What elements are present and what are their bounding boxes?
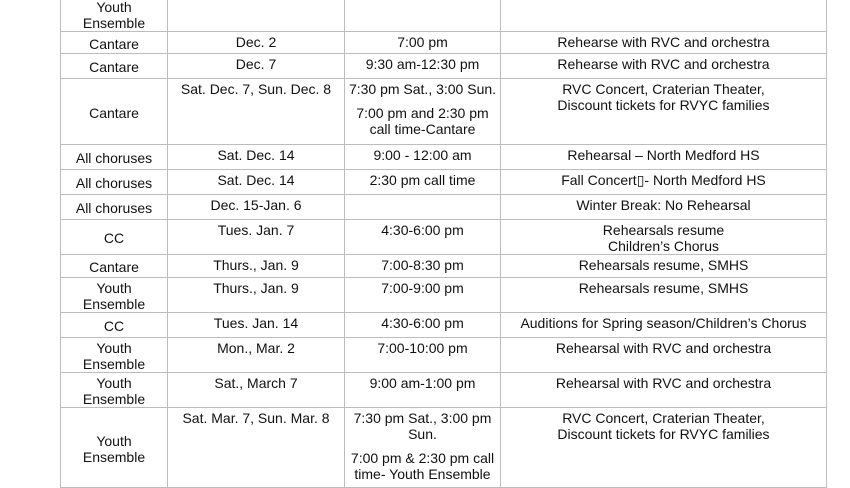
table-row <box>61 255 827 278</box>
event-date <box>168 313 345 338</box>
table-row <box>61 54 827 79</box>
event-date <box>168 373 345 408</box>
event-description-line: Rehearse with RVC and orchestra <box>557 34 770 50</box>
event-time-line: 9:00 - 12:00 am <box>373 147 472 163</box>
event-date-line: Mon., Mar. 2 <box>217 340 295 356</box>
table-row <box>61 373 827 408</box>
table-row <box>61 313 827 338</box>
event-time <box>345 170 501 195</box>
event-time-line: 2:30 pm call time <box>369 172 476 188</box>
event-description-line: Rehearsals resume <box>602 222 725 238</box>
schedule-body <box>61 0 827 488</box>
event-description-line: Children’s Chorus <box>607 238 719 254</box>
event-description <box>501 54 827 79</box>
line-gap <box>348 97 497 105</box>
event-description-line: Rehearsal with RVC and orchestra <box>555 375 772 391</box>
event-time <box>345 54 501 79</box>
event-date-line: Sat., March 7 <box>214 375 298 391</box>
event-description-line: RVC Concert, Craterian Theater, <box>562 410 765 426</box>
event-time-line: call time-Cantare <box>369 121 476 137</box>
event-description <box>501 220 827 255</box>
event-date <box>168 255 345 278</box>
event-date <box>168 220 345 255</box>
table-row <box>61 220 827 255</box>
event-description-line: Fall Concert▯- North Medford HS <box>561 172 766 188</box>
event-time-line: 7:00 pm <box>397 34 448 50</box>
event-time <box>345 32 501 54</box>
event-description <box>501 0 827 32</box>
ensemble-group: All choruses <box>61 145 168 170</box>
schedule-table <box>60 0 827 488</box>
ensemble-group: Youth Ensemble <box>61 408 168 488</box>
event-description-line: Rehearse with RVC and orchestra <box>557 56 770 72</box>
event-description <box>501 278 827 313</box>
table-row <box>61 79 827 145</box>
event-time <box>345 408 501 488</box>
event-time <box>345 145 501 170</box>
event-date-line: Thurs., Jan. 9 <box>213 257 299 273</box>
event-date-line: Tues. Jan. 7 <box>217 222 295 238</box>
event-date-line: Sat. Dec. 14 <box>217 147 295 163</box>
event-description <box>501 79 827 145</box>
event-time <box>345 278 501 313</box>
table-row <box>61 32 827 54</box>
ensemble-group: Youth Ensemble <box>61 0 168 32</box>
event-date-line: Sat. Dec. 14 <box>217 172 295 188</box>
event-time-line: 7:30 pm Sat., 3:00 pm <box>353 410 492 426</box>
line-gap <box>348 442 497 450</box>
event-date <box>168 408 345 488</box>
ensemble-group: Youth Ensemble <box>61 373 168 408</box>
event-description <box>501 170 827 195</box>
table-row <box>61 195 827 220</box>
event-description <box>501 32 827 54</box>
ensemble-group: Cantare <box>61 79 168 145</box>
event-time <box>345 0 501 32</box>
event-date <box>168 278 345 313</box>
event-time-line: 7:00-8:30 pm <box>381 257 464 273</box>
event-time <box>345 195 501 220</box>
event-description <box>501 313 827 338</box>
event-description-line: Rehearsal – North Medford HS <box>567 147 760 163</box>
ensemble-group: CC <box>61 220 168 255</box>
event-time-line: 7:30 pm Sat., 3:00 Sun. <box>348 81 497 97</box>
event-description <box>501 373 827 408</box>
event-description <box>501 145 827 170</box>
event-description <box>501 255 827 278</box>
event-date <box>168 145 345 170</box>
event-date-line: Thurs., Jan. 9 <box>213 280 299 296</box>
event-description <box>501 338 827 373</box>
ensemble-group: CC <box>61 313 168 338</box>
event-description-line: Rehearsals resume, SMHS <box>578 257 749 273</box>
event-date-line: Dec. 2 <box>235 34 277 50</box>
ensemble-group: Cantare <box>61 32 168 54</box>
event-date-line: Tues. Jan. 14 <box>213 315 299 331</box>
event-date <box>168 54 345 79</box>
event-time-line: time- Youth Ensemble <box>354 466 491 482</box>
event-description-line: Rehearsal with RVC and orchestra <box>555 340 772 356</box>
event-date <box>168 32 345 54</box>
ensemble-group: Cantare <box>61 54 168 79</box>
event-time <box>345 373 501 408</box>
event-time-line: Sun. <box>408 426 437 442</box>
event-date <box>168 0 345 32</box>
event-date <box>168 170 345 195</box>
event-date <box>168 338 345 373</box>
event-date <box>168 79 345 145</box>
event-description-line: Winter Break: No Rehearsal <box>576 197 751 213</box>
event-time-line: 7:00 pm & 2:30 pm call <box>350 450 495 466</box>
table-row <box>61 338 827 373</box>
event-time-line: 4:30-6:00 pm <box>381 222 464 238</box>
event-description-line: Discount tickets for RVYC families <box>557 97 770 113</box>
event-time <box>345 313 501 338</box>
ensemble-group: Youth Ensemble <box>61 338 168 373</box>
event-date-line: Dec. 15-Jan. 6 <box>210 197 302 213</box>
event-description <box>501 195 827 220</box>
event-description-line: RVC Concert, Craterian Theater, <box>562 81 765 97</box>
event-time-line: 7:00-9:00 pm <box>381 280 464 296</box>
event-time-line: 9:00 am-1:00 pm <box>369 375 476 391</box>
event-date-line: Sat. Mar. 7, Sun. Mar. 8 <box>182 410 330 426</box>
event-date-line: Dec. 7 <box>235 56 277 72</box>
event-time-line: 7:00 pm and 2:30 pm <box>356 105 489 121</box>
table-row <box>61 278 827 313</box>
event-date <box>168 195 345 220</box>
event-description-line: Rehearsals resume, SMHS <box>578 280 749 296</box>
table-row <box>61 170 827 195</box>
table-row <box>61 408 827 488</box>
ensemble-group: All choruses <box>61 170 168 195</box>
event-time-line: 9:30 am-12:30 pm <box>365 56 480 72</box>
table-row <box>61 145 827 170</box>
event-description-line: Auditions for Spring season/Children’s Chorus <box>520 315 807 331</box>
event-description-line: Discount tickets for RVYC families <box>557 426 770 442</box>
event-time <box>345 255 501 278</box>
event-date-line: Sat. Dec. 7, Sun. Dec. 8 <box>180 81 332 97</box>
event-time-line: 7:00-10:00 pm <box>377 340 468 356</box>
event-description <box>501 408 827 488</box>
event-time <box>345 79 501 145</box>
ensemble-group: Cantare <box>61 255 168 278</box>
ensemble-group: All choruses <box>61 195 168 220</box>
event-time-line: 4:30-6:00 pm <box>381 315 464 331</box>
table-row <box>61 0 827 32</box>
event-time <box>345 220 501 255</box>
ensemble-group: Youth Ensemble <box>61 278 168 313</box>
event-time <box>345 338 501 373</box>
